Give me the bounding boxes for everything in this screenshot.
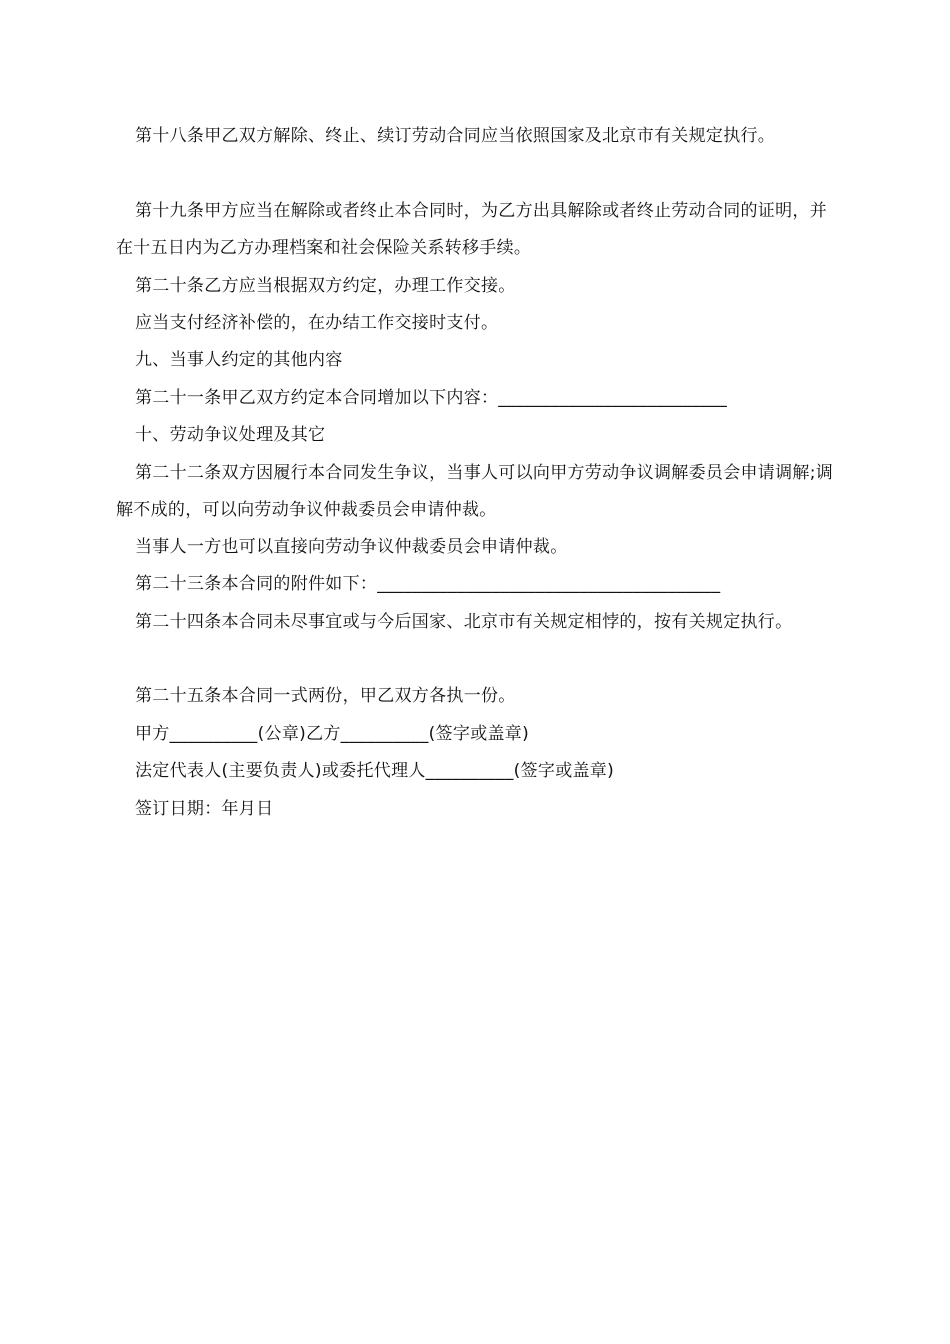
signature-parties-line: 甲方__________(公章)乙方__________(签字或盖章)	[135, 724, 530, 744]
paragraph-article-20: 第二十条乙方应当根据双方约定，办理工作交接。	[135, 276, 516, 296]
paragraph-article-23: 第二十三条本合同的附件如下：_______________________________________	[135, 574, 721, 594]
paragraph-article-24: 第二十四条本合同未尽事宜或与今后国家、北京市有关规定相悖的，按有关规定执行。	[135, 612, 793, 632]
paragraph-article-21: 第二十一条甲乙双方约定本合同增加以下内容：__________________________	[135, 388, 728, 408]
paragraph-compensation-note: 应当支付经济补偿的，在办结工作交接时支付。	[135, 313, 499, 333]
paragraph-arbitration-note: 当事人一方也可以直接向劳动争议仲裁委员会申请仲裁。	[135, 537, 568, 557]
paragraph-article-25: 第二十五条本合同一式两份，甲乙双方各执一份。	[135, 686, 516, 706]
paragraph-article-22: 第二十二条双方因履行本合同发生争议，当事人可以向甲方劳动争议调解委员会申请调解;调解不成的，可以向劳动争议仲裁委员会申请仲裁。	[116, 463, 834, 520]
paragraph-article-18: 第十八条甲乙双方解除、终止、续订劳动合同应当依照国家及北京市有关规定执行。	[135, 126, 776, 146]
paragraph-article-19: 第十九条甲方应当在解除或者终止本合同时，为乙方出具解除或者终止劳动合同的证明，并在十五日内为乙方办理档案和社会保险关系转移手续。	[116, 201, 827, 258]
section-heading-10: 十、劳动争议处理及其它	[135, 425, 326, 445]
signature-representative-line: 法定代表人(主要负责人)或委托代理人__________(签字或盖章)	[135, 761, 615, 781]
signing-date-line: 签订日期：年月日	[135, 799, 274, 819]
section-heading-9: 九、当事人约定的其他内容	[135, 350, 343, 370]
